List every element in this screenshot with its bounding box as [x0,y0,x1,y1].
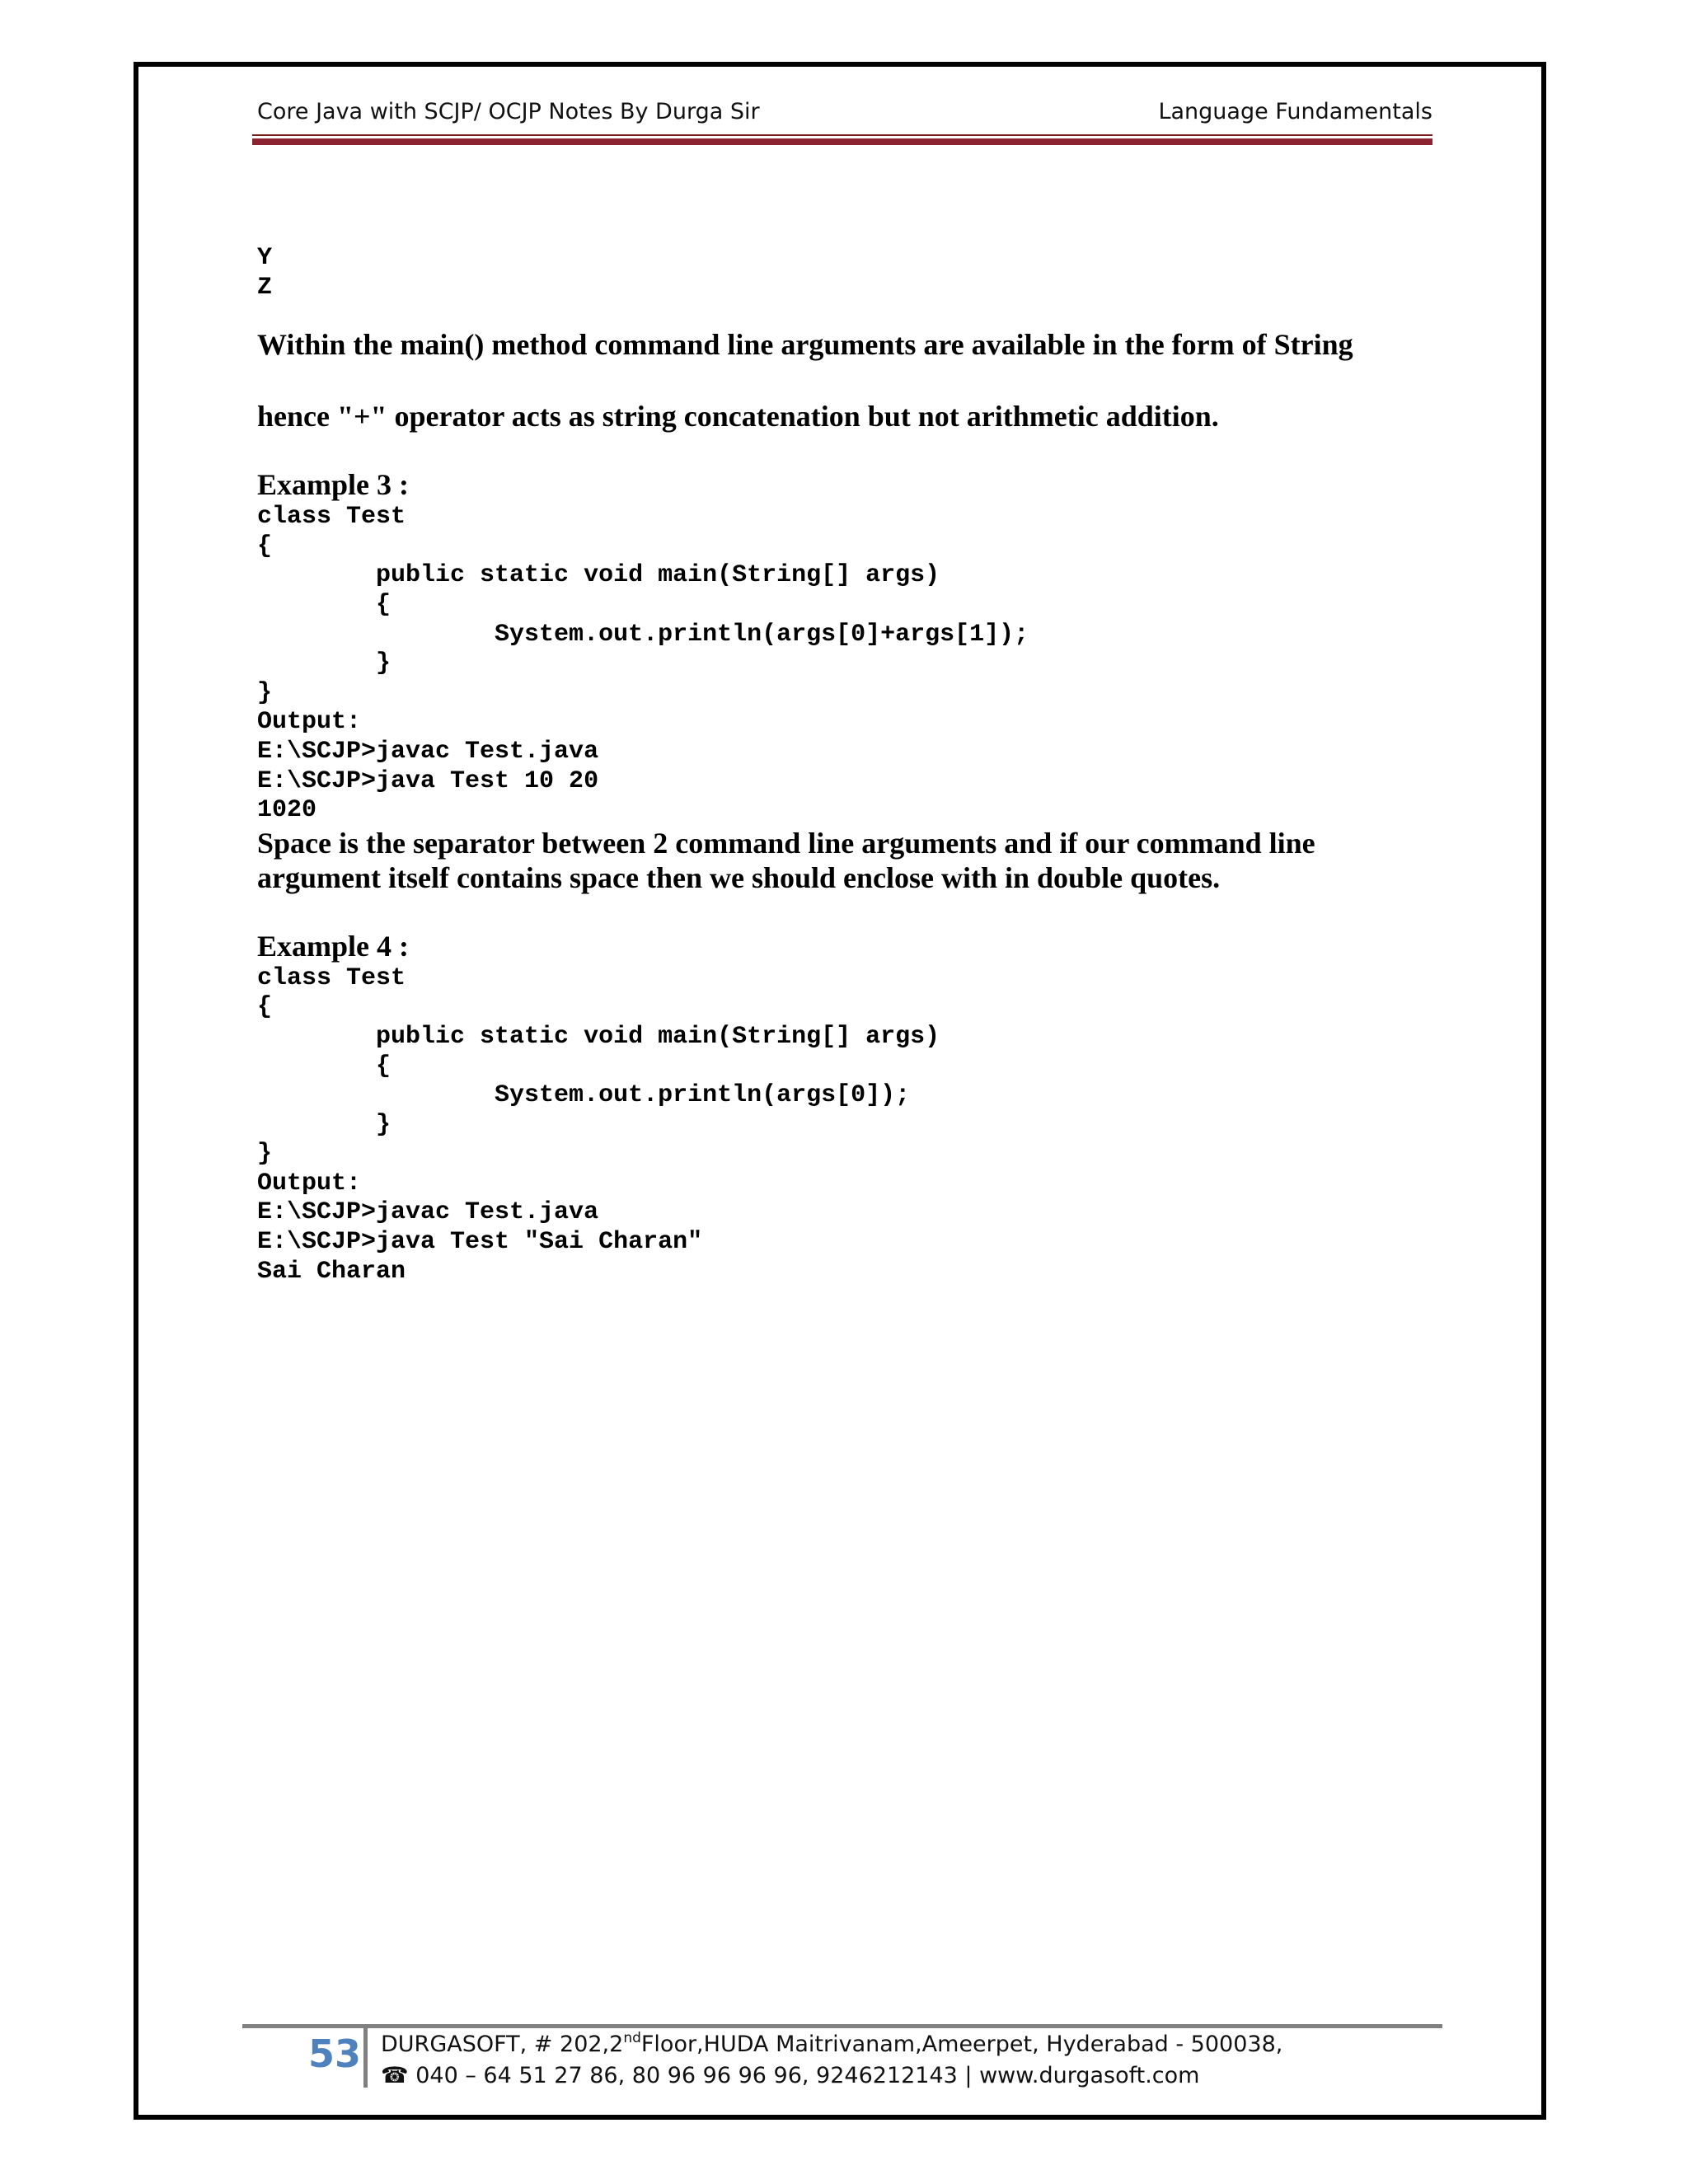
example-4-output: Output: E:\SCJP>javac Test.java E:\SCJP>java Test "Sai Charan" Sai Charan [257,1169,703,1286]
previous-output: Y Z [257,244,273,302]
page-content [257,244,1428,1286]
footer-contact-line [381,2060,1282,2092]
footer-address-line [381,2029,1282,2060]
header-left-title: Core Java with SCJP/ OCJP Notes By Durga Sir [257,99,760,124]
paragraph-main-args: Within the main() method command line arguments are available in the form of String [257,328,1353,362]
footer-divider [363,2028,368,2088]
example-4-heading: Example 4 : [257,929,409,963]
example-4-code: class Test { public static void main(String[] args) { System.out.println(args[0]); } } [257,963,940,1169]
page-number: 53 [308,2032,362,2076]
example-3-output: Output: E:\SCJP>javac Test.java E:\SCJP>java Test 10 20 1020 [257,708,599,825]
paragraph-space-separator: Space is the separator between 2 command line arguments and if our command line argument itself contains space then we should enclose with in double quotes. [257,826,1315,894]
telephone-icon: ☎ [381,2063,409,2088]
example-3-code: class Test { public static void main(String[] args) { System.out.println(args[0]+args[1]); } } [257,503,1029,707]
page-header [257,99,1432,124]
footer-rule [242,2024,1442,2028]
footer-address-post: Floor,HUDA Maitrivanam,Ameerpet, Hyderabad - 500038, [640,2032,1283,2057]
header-rule [252,134,1432,136]
header-right-title: Language Fundamentals [1158,99,1432,124]
footer-contact: 040 – 64 51 27 86, 80 96 96 96 96, 9246212143 | www.durgasoft.com [415,2063,1200,2088]
example-3-heading: Example 3 : [257,468,409,502]
paragraph-concatenation: hence "+" operator acts as string concatenation but not arithmetic addition. [257,400,1219,434]
footer-address-sup: nd [623,2030,641,2046]
footer-address-pre: DURGASOFT, # 202,2 [381,2032,624,2057]
header-rule-thick [252,138,1432,145]
footer-address-block [381,2029,1282,2092]
